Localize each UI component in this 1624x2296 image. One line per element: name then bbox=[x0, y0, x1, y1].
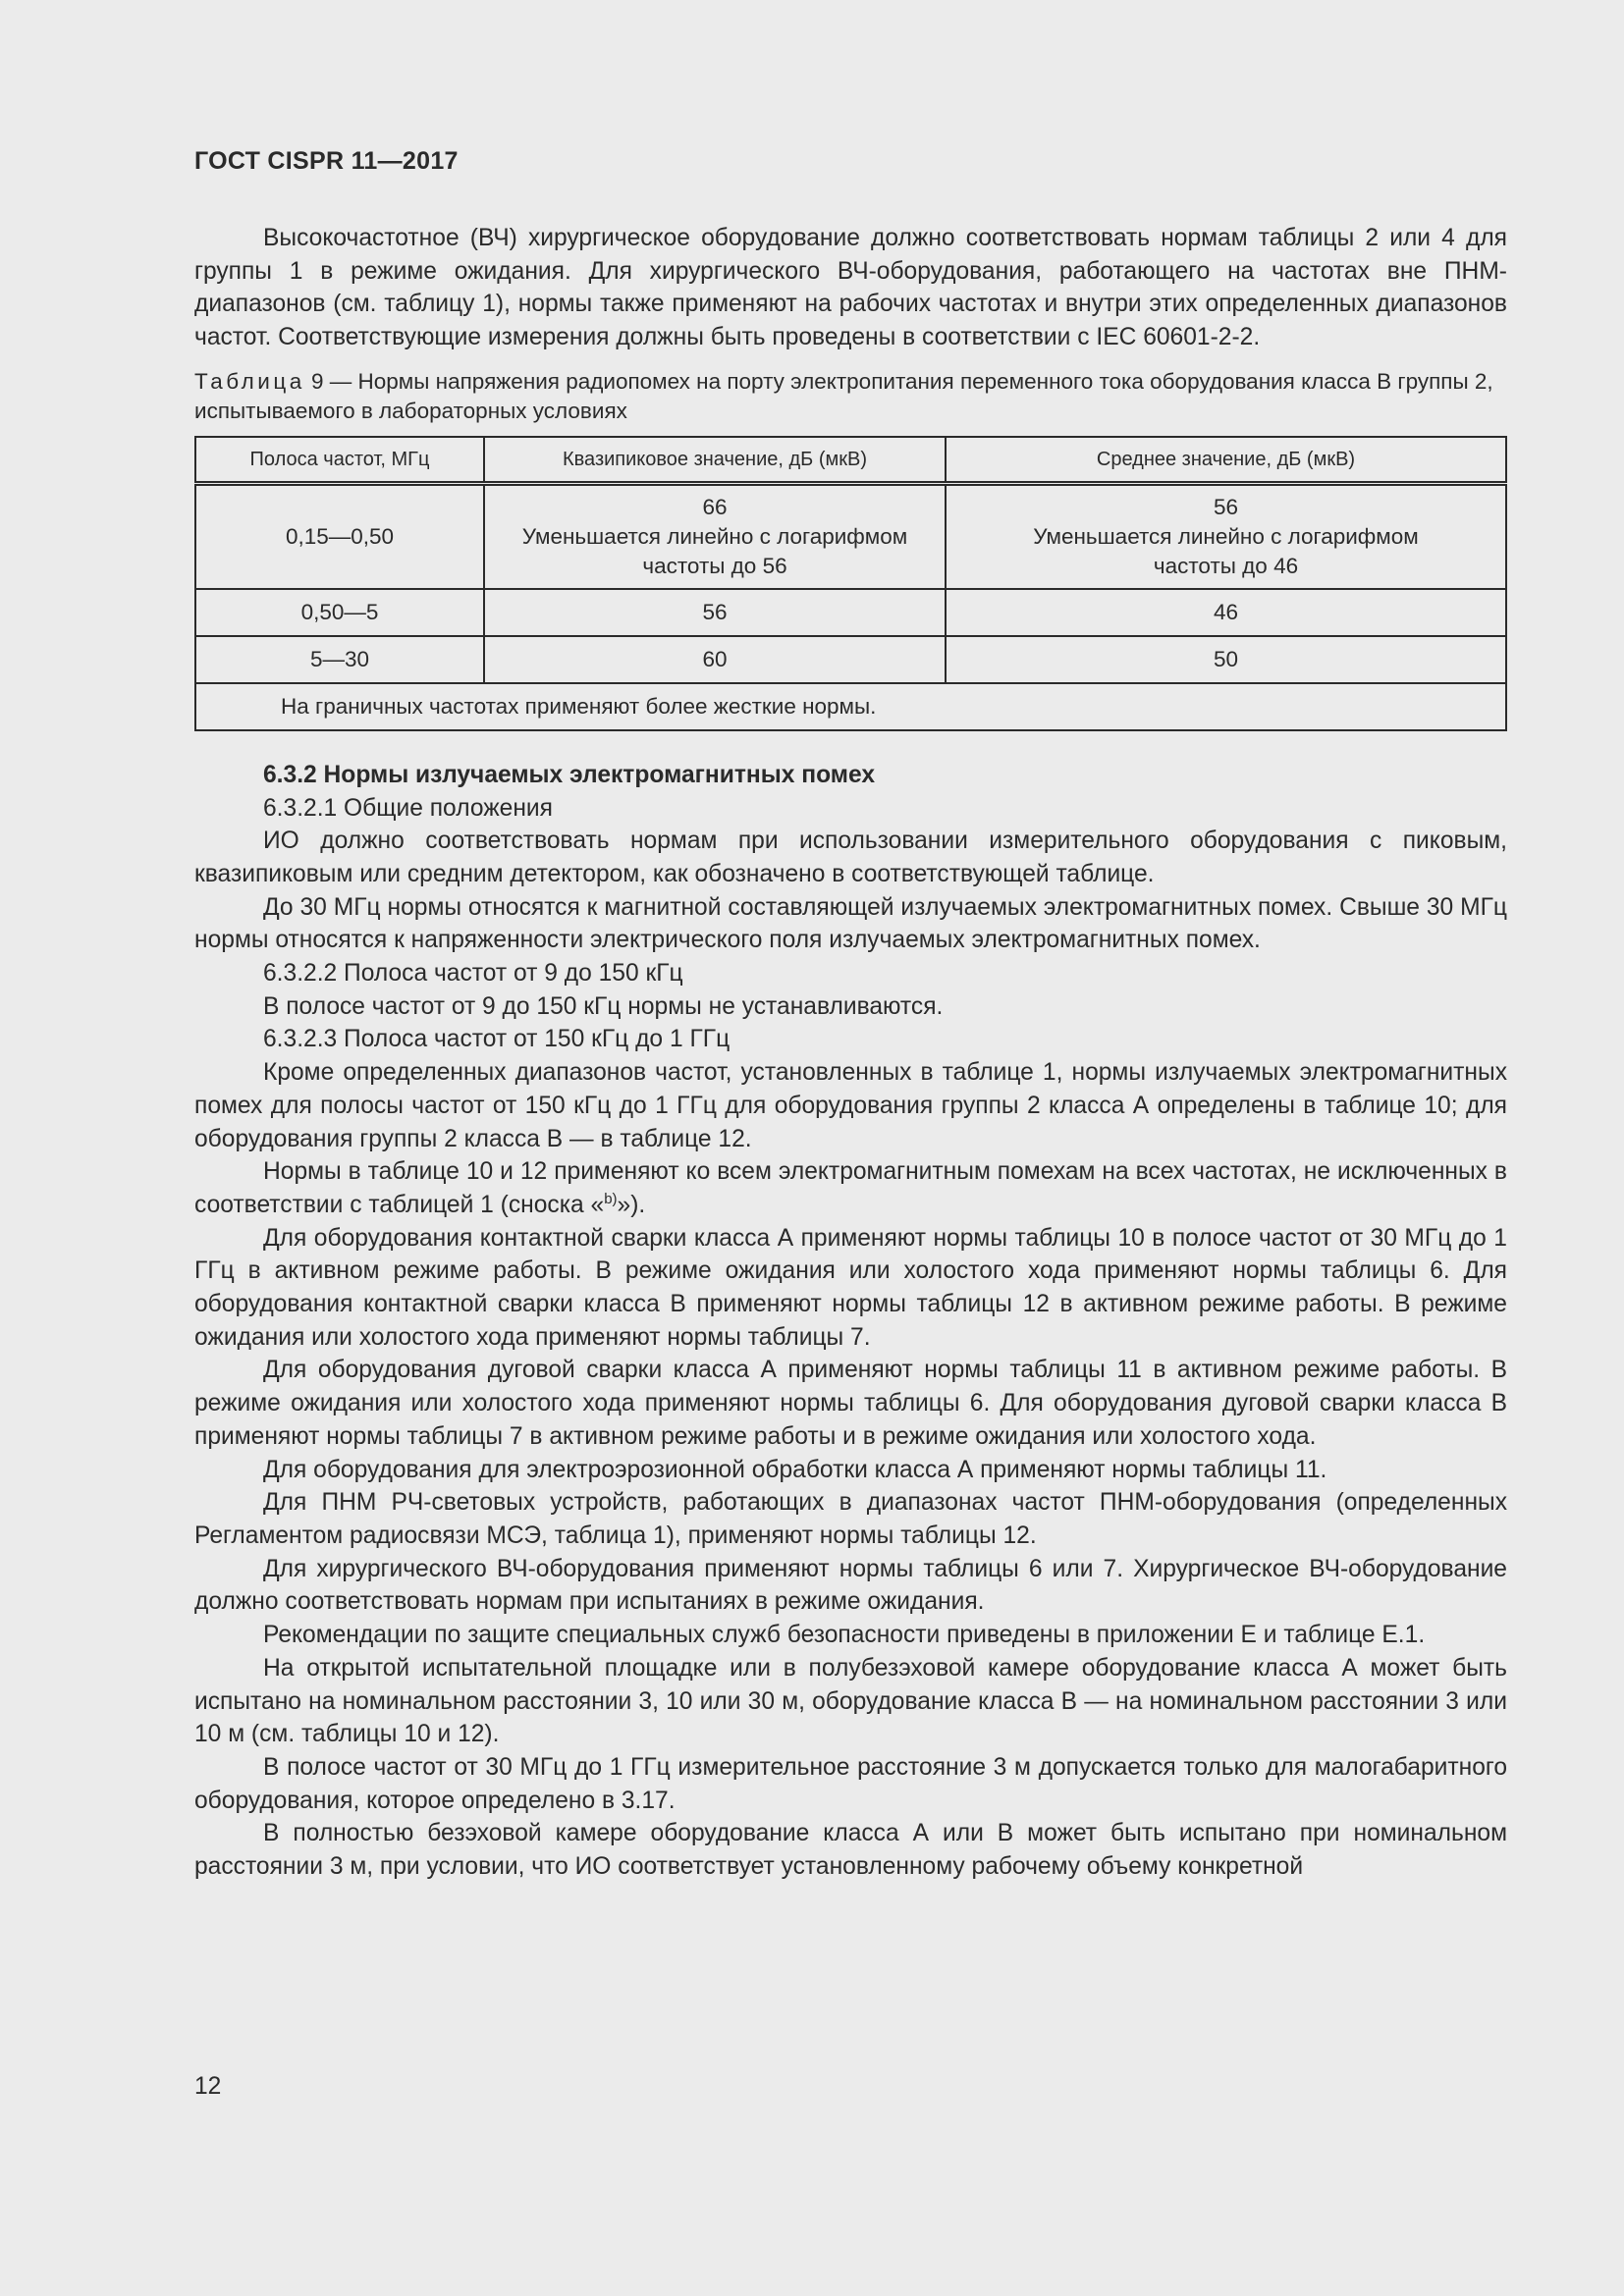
table-cell-band: 0,15—0,50 bbox=[195, 483, 484, 589]
paragraph-text: Нормы в таблице 10 и 12 применяют ко всем электромагнитным помехам на всех частотах, не исключенных в соответствии с таблицей 1 (сноска « bbox=[194, 1158, 1507, 1218]
paragraph-text: »). bbox=[617, 1191, 646, 1218]
table-cell-average bbox=[946, 483, 1506, 589]
cell-note-line: частоты до 46 bbox=[1153, 553, 1299, 578]
column-header-band: Полоса частот, МГц bbox=[195, 437, 484, 484]
subsection-heading: 6.3.2.1 Общие положения bbox=[263, 794, 553, 822]
table-row bbox=[195, 483, 1506, 589]
page-content bbox=[194, 222, 1507, 1884]
table-note: На граничных частотах применяют более жесткие нормы. bbox=[195, 683, 1506, 730]
table-caption-text: 9 — Нормы напряжения радиопомех на порту электропитания переменного тока оборудования класса В группы 2, испытываемого в лабораторных условиях bbox=[194, 368, 1493, 423]
cell-value: 66 bbox=[702, 494, 728, 519]
paragraph: Для оборудования контактной сварки класса А применяют нормы таблицы 10 в полосе частот от 30 МГц до 1 ГГц в активном режиме работы. В режиме ожидания или холостого хода применяют нормы таблицы 6. Для оборудования контактной сварки класса В применяют нормы таблицы 12 в активном режиме работы. В режиме ожидания или холостого хода применяют нормы таблицы 7. bbox=[194, 1224, 1507, 1351]
column-header-average: Среднее значение, дБ (мкВ) bbox=[946, 437, 1506, 484]
intro-paragraph: Высокочастотное (ВЧ) хирургическое оборудование должно соответствовать нормам таблицы 2 или 4 для группы 1 в режиме ожидания. Для хирургического ВЧ-оборудования, работающего на частотах вне ПНМ-диапазонов (см. таблицу 1), нормы также применяют на рабочих частотах и внутри этих определенных диапазонов частот. Соответствующие измерения должны быть проведены в соответствии с IEC 60601-2-2. bbox=[194, 225, 1507, 351]
table-cell-band: 5—30 bbox=[195, 636, 484, 683]
paragraph: В полосе частот от 9 до 150 кГц нормы не устанавливаются. bbox=[263, 992, 944, 1020]
paragraph: В полностью безэховой камере оборудование класса А или В может быть испытано при номинальном расстоянии 3 м, при условии, что ИО соответствует установленному рабочему объему конкретной bbox=[194, 1820, 1507, 1881]
section-heading: 6.3.2 Нормы излучаемых электромагнитных помех bbox=[263, 761, 876, 788]
table-cell-quasi-peak bbox=[484, 483, 946, 589]
cell-note-line: частоты до 56 bbox=[642, 553, 787, 578]
paragraph: Для оборудования дуговой сварки класса А применяют нормы таблицы 11 в активном режиме работы. В режиме ожидания или холостого хода применяют нормы таблицы 6. Для оборудования дуговой сварки класса В применяют нормы таблицы 7 в активном режиме работы и в режиме ожидания или холостого хода. bbox=[194, 1357, 1507, 1450]
table-caption-label: Таблица bbox=[194, 368, 305, 394]
subsection-heading: 6.3.2.3 Полоса частот от 150 кГц до 1 ГГц bbox=[263, 1026, 731, 1053]
table-9 bbox=[194, 436, 1507, 731]
paragraph: Рекомендации по защите специальных служб безопасности приведены в приложении Е и таблице Е.1. bbox=[263, 1622, 1426, 1649]
paragraph: В полосе частот от 30 МГц до 1 ГГц измерительное расстояние 3 м допускается только для малогабаритного оборудования, которое определено в 3.17. bbox=[194, 1753, 1507, 1814]
paragraph: Для хирургического ВЧ-оборудования применяют нормы таблицы 6 или 7. Хирургическое ВЧ-оборудование должно соответствовать нормам при испытаниях в режиме ожидания. bbox=[194, 1555, 1507, 1616]
paragraph: ИО должно соответствовать нормам при использовании измерительного оборудования с пиковым, квазипиковым или средним детектором, как обозначено в соответствующей таблице. bbox=[194, 828, 1507, 887]
cell-value: 56 bbox=[1213, 494, 1239, 519]
cell-note-line: Уменьшается линейно с логарифмом bbox=[521, 523, 908, 549]
table-caption bbox=[194, 367, 1507, 426]
subsection-heading: 6.3.2.2 Полоса частот от 9 до 150 кГц bbox=[263, 960, 683, 988]
paragraph: Кроме определенных диапазонов частот, установленных в таблице 1, нормы излучаемых электромагнитных помех для полосы частот от 150 кГц до 1 ГГц для оборудования группы 2 класса А определены в таблице 10; для оборудования группы 2 класса В — в таблице 12. bbox=[194, 1059, 1507, 1152]
table-header-row bbox=[195, 437, 1506, 484]
paragraph: На открытой испытательной площадке или в полубезэховой камере оборудование класса А может быть испытано на номинальном расстоянии 3, 10 или 30 м, оборудование класса В — на номинальном расстоянии 3 или 10 м (см. таблицы 10 и 12). bbox=[194, 1654, 1507, 1748]
table-cell-quasi-peak: 60 bbox=[484, 636, 946, 683]
paragraph: Для оборудования для электроэрозионной обработки класса А применяют нормы таблицы 11. bbox=[263, 1456, 1327, 1483]
table-cell-average: 50 bbox=[946, 636, 1506, 683]
table-cell-band: 0,50—5 bbox=[195, 589, 484, 636]
table-cell-average: 46 bbox=[946, 589, 1506, 636]
footnote-reference: b) bbox=[604, 1190, 618, 1207]
column-header-quasi-peak: Квазипиковое значение, дБ (мкВ) bbox=[484, 437, 946, 484]
cell-note-line: Уменьшается линейно с логарифмом bbox=[1033, 523, 1419, 549]
table-note-row bbox=[195, 683, 1506, 730]
page-number: 12 bbox=[194, 2073, 222, 2100]
paragraph: Для ПНМ РЧ-световых устройств, работающих в диапазонах частот ПНМ-оборудования (определенных Регламентом радиосвязи МСЭ, таблица 1), применяют нормы таблицы 12. bbox=[194, 1489, 1507, 1549]
table-cell-quasi-peak: 56 bbox=[484, 589, 946, 636]
paragraph: До 30 МГц нормы относятся к магнитной составляющей излучаемых электромагнитных помех. Свыше 30 МГц нормы относятся к напряженности электрического поля излучаемых электромагнитных помех. bbox=[194, 893, 1507, 954]
document-header: ГОСТ CISPR 11—2017 bbox=[194, 147, 459, 175]
table-row bbox=[195, 589, 1506, 636]
table-row bbox=[195, 636, 1506, 683]
paragraph bbox=[194, 1155, 1507, 1221]
